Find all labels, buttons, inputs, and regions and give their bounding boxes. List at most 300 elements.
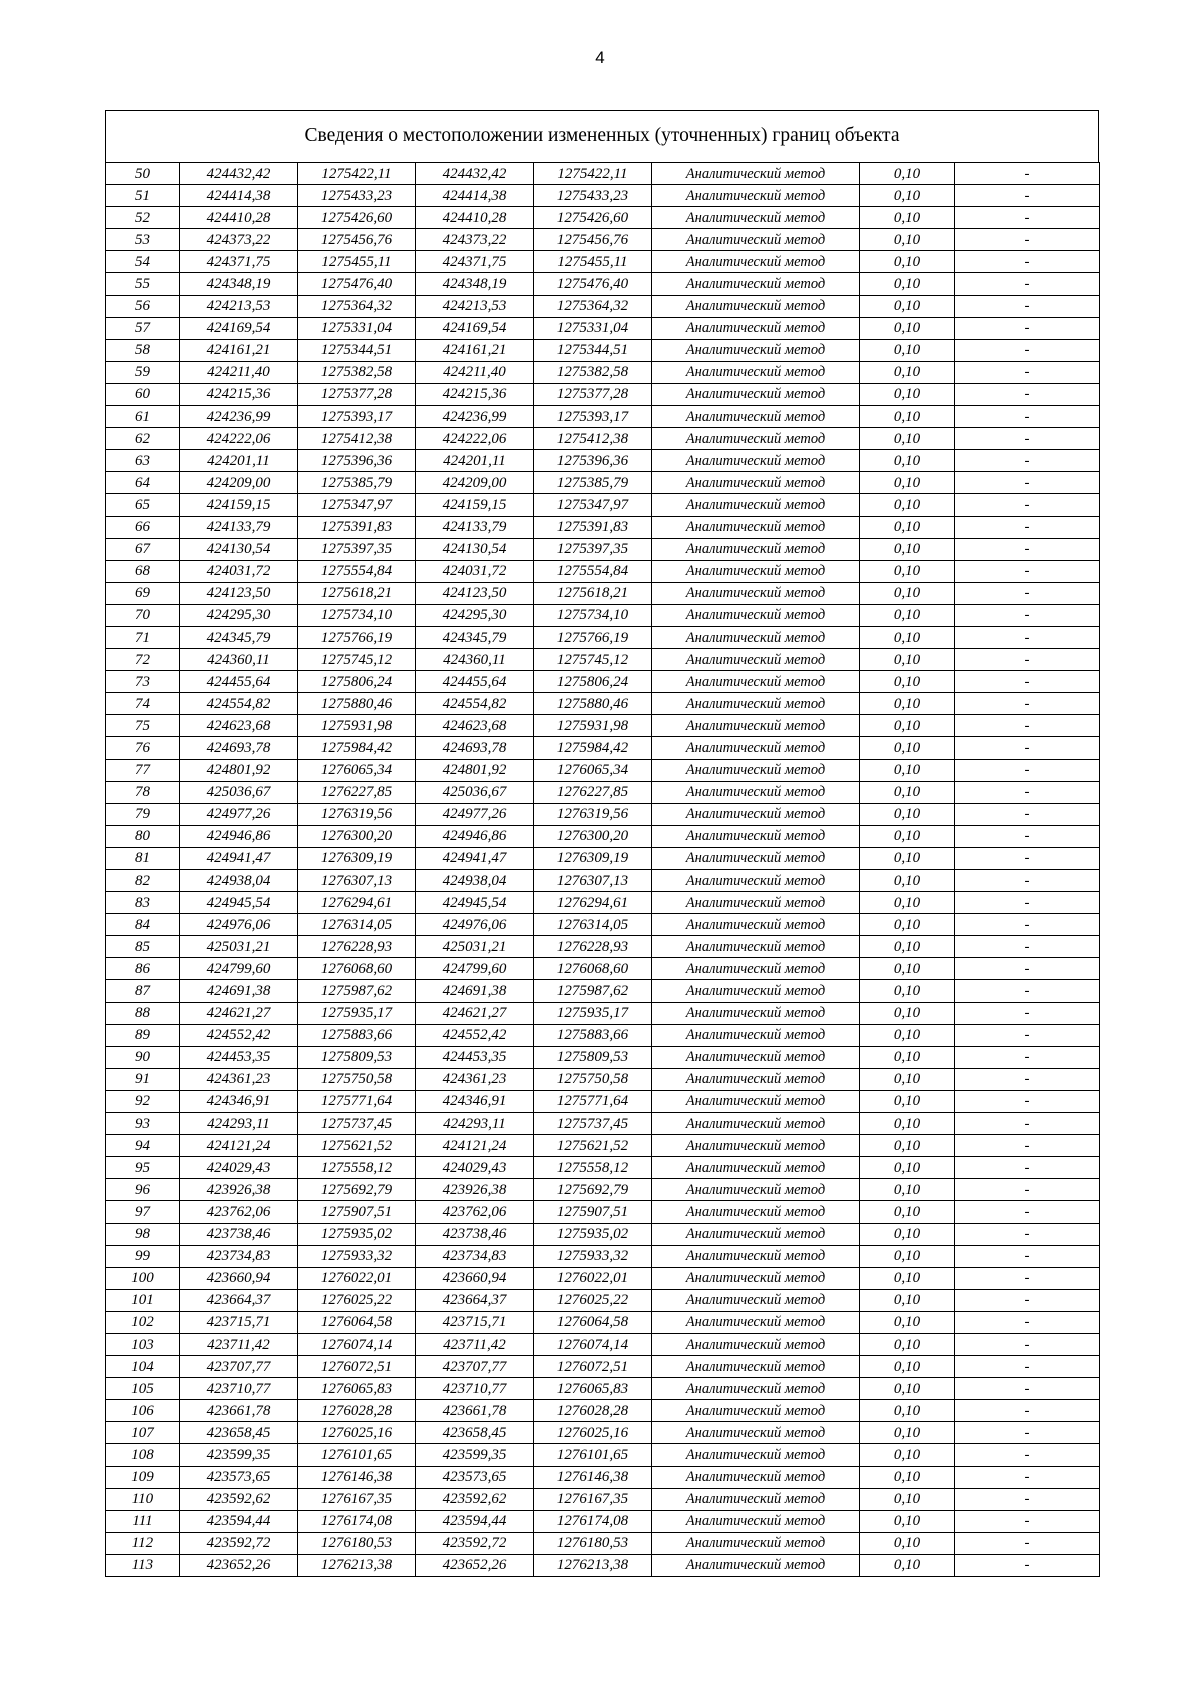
cell-x-existing: 424691,38: [180, 980, 298, 1002]
cell-y-refined: 1275456,76: [534, 229, 652, 251]
cell-y-refined: 1276101,65: [534, 1444, 652, 1466]
cell-y-existing: 1275692,79: [298, 1179, 416, 1201]
cell-accuracy: 0,10: [860, 892, 955, 914]
cell-y-existing: 1275987,62: [298, 980, 416, 1002]
cell-method: Аналитический метод: [652, 847, 860, 869]
cell-accuracy: 0,10: [860, 715, 955, 737]
cell-x-refined: 424211,40: [416, 361, 534, 383]
table-row: [106, 626, 1100, 648]
cell-accuracy: 0,10: [860, 1554, 955, 1576]
table-row: [106, 560, 1100, 582]
cell-description: -: [955, 450, 1100, 472]
table-row: [106, 1400, 1100, 1422]
cell-method: Аналитический метод: [652, 1201, 860, 1223]
cell-x-existing: 425036,67: [180, 781, 298, 803]
cell-description: -: [955, 472, 1100, 494]
table-row: [106, 737, 1100, 759]
cell-x-existing: 424161,21: [180, 339, 298, 361]
cell-method: Аналитический метод: [652, 339, 860, 361]
cell-method: Аналитический метод: [652, 1289, 860, 1311]
cell-y-existing: 1275737,45: [298, 1113, 416, 1135]
table-row: [106, 494, 1100, 516]
cell-point-number: 57: [106, 317, 180, 339]
cell-point-number: 54: [106, 251, 180, 273]
cell-x-existing: 423734,83: [180, 1245, 298, 1267]
cell-accuracy: 0,10: [860, 582, 955, 604]
cell-y-existing: 1275397,35: [298, 538, 416, 560]
cell-point-number: 97: [106, 1201, 180, 1223]
cell-point-number: 101: [106, 1289, 180, 1311]
cell-point-number: 52: [106, 207, 180, 229]
cell-method: Аналитический метод: [652, 1466, 860, 1488]
cell-y-refined: 1275935,02: [534, 1223, 652, 1245]
cell-point-number: 79: [106, 803, 180, 825]
cell-method: Аналитический метод: [652, 1135, 860, 1157]
cell-y-refined: 1275377,28: [534, 383, 652, 405]
cell-point-number: 94: [106, 1135, 180, 1157]
table-row: [106, 163, 1100, 185]
table-row: [106, 1554, 1100, 1576]
cell-y-existing: 1275412,38: [298, 428, 416, 450]
cell-description: -: [955, 1488, 1100, 1510]
table-row: [106, 538, 1100, 560]
cell-point-number: 91: [106, 1068, 180, 1090]
cell-y-existing: 1275745,12: [298, 649, 416, 671]
cell-point-number: 71: [106, 626, 180, 648]
cell-description: -: [955, 1554, 1100, 1576]
cell-y-refined: 1275433,23: [534, 185, 652, 207]
cell-y-refined: 1275931,98: [534, 715, 652, 737]
table-row: [106, 1046, 1100, 1068]
cell-description: -: [955, 825, 1100, 847]
cell-y-existing: 1275456,76: [298, 229, 416, 251]
cell-x-existing: 424029,43: [180, 1157, 298, 1179]
cell-method: Аналитический метод: [652, 207, 860, 229]
table-row: [106, 1179, 1100, 1201]
cell-method: Аналитический метод: [652, 582, 860, 604]
cell-y-refined: 1275382,58: [534, 361, 652, 383]
cell-description: -: [955, 604, 1100, 626]
table-row: [106, 1002, 1100, 1024]
cell-y-existing: 1276146,38: [298, 1466, 416, 1488]
table-row: [106, 693, 1100, 715]
cell-x-refined: 424130,54: [416, 538, 534, 560]
cell-y-refined: 1275364,32: [534, 295, 652, 317]
cell-y-refined: 1275476,40: [534, 273, 652, 295]
cell-accuracy: 0,10: [860, 1090, 955, 1112]
cell-y-existing: 1276213,38: [298, 1554, 416, 1576]
cell-accuracy: 0,10: [860, 781, 955, 803]
cell-x-refined: 424029,43: [416, 1157, 534, 1179]
cell-method: Аналитический метод: [652, 1378, 860, 1400]
cell-y-existing: 1276065,34: [298, 759, 416, 781]
cell-description: -: [955, 317, 1100, 339]
cell-description: -: [955, 1046, 1100, 1068]
cell-y-existing: 1275391,83: [298, 516, 416, 538]
page-number: 4: [595, 48, 605, 67]
cell-x-refined: 424432,42: [416, 163, 534, 185]
cell-description: -: [955, 1135, 1100, 1157]
cell-y-existing: 1276022,01: [298, 1267, 416, 1289]
cell-point-number: 58: [106, 339, 180, 361]
cell-y-existing: 1275809,53: [298, 1046, 416, 1068]
cell-x-refined: 424201,11: [416, 450, 534, 472]
cell-point-number: 104: [106, 1356, 180, 1378]
cell-point-number: 81: [106, 847, 180, 869]
cell-accuracy: 0,10: [860, 870, 955, 892]
cell-x-existing: 424213,53: [180, 295, 298, 317]
cell-method: Аналитический метод: [652, 317, 860, 339]
cell-y-refined: 1275933,32: [534, 1245, 652, 1267]
cell-point-number: 110: [106, 1488, 180, 1510]
cell-x-refined: 424222,06: [416, 428, 534, 450]
cell-y-refined: 1275385,79: [534, 472, 652, 494]
cell-accuracy: 0,10: [860, 273, 955, 295]
cell-accuracy: 0,10: [860, 1046, 955, 1068]
cell-x-existing: 423926,38: [180, 1179, 298, 1201]
cell-description: -: [955, 1024, 1100, 1046]
table-row: [106, 1289, 1100, 1311]
cell-x-existing: 424410,28: [180, 207, 298, 229]
cell-y-refined: 1275734,10: [534, 604, 652, 626]
cell-method: Аналитический метод: [652, 737, 860, 759]
cell-method: Аналитический метод: [652, 1090, 860, 1112]
table-body: [106, 163, 1100, 1577]
cell-method: Аналитический метод: [652, 1046, 860, 1068]
cell-method: Аналитический метод: [652, 626, 860, 648]
cell-y-existing: 1275984,42: [298, 737, 416, 759]
table-row: [106, 980, 1100, 1002]
cell-point-number: 92: [106, 1090, 180, 1112]
cell-method: Аналитический метод: [652, 1113, 860, 1135]
table-row: [106, 1223, 1100, 1245]
cell-y-refined: 1275618,21: [534, 582, 652, 604]
cell-x-refined: 423711,42: [416, 1333, 534, 1355]
cell-accuracy: 0,10: [860, 538, 955, 560]
cell-y-refined: 1275771,64: [534, 1090, 652, 1112]
cell-point-number: 100: [106, 1267, 180, 1289]
cell-y-existing: 1275931,98: [298, 715, 416, 737]
cell-x-refined: 425031,21: [416, 936, 534, 958]
cell-point-number: 76: [106, 737, 180, 759]
cell-y-existing: 1276319,56: [298, 803, 416, 825]
cell-accuracy: 0,10: [860, 185, 955, 207]
cell-y-existing: 1275393,17: [298, 406, 416, 428]
cell-y-refined: 1275935,17: [534, 1002, 652, 1024]
cell-y-refined: 1276064,58: [534, 1311, 652, 1333]
cell-description: -: [955, 626, 1100, 648]
cell-description: -: [955, 1510, 1100, 1532]
cell-description: -: [955, 1090, 1100, 1112]
cell-y-existing: 1275344,51: [298, 339, 416, 361]
cell-y-existing: 1276072,51: [298, 1356, 416, 1378]
cell-method: Аналитический метод: [652, 1356, 860, 1378]
table-row: [106, 1113, 1100, 1135]
cell-point-number: 83: [106, 892, 180, 914]
cell-method: Аналитический метод: [652, 472, 860, 494]
cell-description: -: [955, 516, 1100, 538]
cell-accuracy: 0,10: [860, 494, 955, 516]
cell-accuracy: 0,10: [860, 1466, 955, 1488]
cell-x-refined: 423734,83: [416, 1245, 534, 1267]
cell-x-existing: 424295,30: [180, 604, 298, 626]
cell-y-existing: 1276167,35: [298, 1488, 416, 1510]
cell-point-number: 61: [106, 406, 180, 428]
cell-x-refined: 424346,91: [416, 1090, 534, 1112]
cell-y-existing: 1276065,83: [298, 1378, 416, 1400]
boundary-coordinates-sheet: [105, 110, 1099, 1577]
cell-y-refined: 1275984,42: [534, 737, 652, 759]
cell-x-refined: 424123,50: [416, 582, 534, 604]
cell-y-existing: 1275364,32: [298, 295, 416, 317]
cell-description: -: [955, 649, 1100, 671]
cell-description: -: [955, 1223, 1100, 1245]
cell-x-refined: 423652,26: [416, 1554, 534, 1576]
cell-point-number: 85: [106, 936, 180, 958]
cell-x-existing: 423762,06: [180, 1201, 298, 1223]
cell-y-existing: 1276309,19: [298, 847, 416, 869]
cell-accuracy: 0,10: [860, 936, 955, 958]
table-row: [106, 825, 1100, 847]
cell-accuracy: 0,10: [860, 383, 955, 405]
cell-method: Аналитический метод: [652, 406, 860, 428]
cell-x-existing: 424945,54: [180, 892, 298, 914]
cell-x-refined: 424801,92: [416, 759, 534, 781]
cell-y-refined: 1276314,05: [534, 914, 652, 936]
cell-description: -: [955, 163, 1100, 185]
cell-x-refined: 424371,75: [416, 251, 534, 273]
cell-y-refined: 1275809,53: [534, 1046, 652, 1068]
cell-y-existing: 1276028,28: [298, 1400, 416, 1422]
cell-method: Аналитический метод: [652, 892, 860, 914]
cell-description: -: [955, 428, 1100, 450]
cell-y-refined: 1276167,35: [534, 1488, 652, 1510]
cell-accuracy: 0,10: [860, 1422, 955, 1444]
cell-y-refined: 1276025,22: [534, 1289, 652, 1311]
table-row: [106, 339, 1100, 361]
cell-point-number: 56: [106, 295, 180, 317]
cell-description: -: [955, 958, 1100, 980]
cell-x-refined: 424977,26: [416, 803, 534, 825]
table-row: [106, 516, 1100, 538]
cell-description: -: [955, 693, 1100, 715]
cell-y-refined: 1276227,85: [534, 781, 652, 803]
cell-description: -: [955, 803, 1100, 825]
cell-description: -: [955, 1267, 1100, 1289]
cell-y-refined: 1276072,51: [534, 1356, 652, 1378]
cell-x-existing: 424201,11: [180, 450, 298, 472]
cell-description: -: [955, 936, 1100, 958]
cell-description: -: [955, 1444, 1100, 1466]
cell-y-existing: 1275750,58: [298, 1068, 416, 1090]
cell-accuracy: 0,10: [860, 1223, 955, 1245]
cell-y-existing: 1275766,19: [298, 626, 416, 648]
cell-y-existing: 1276025,16: [298, 1422, 416, 1444]
cell-x-refined: 423661,78: [416, 1400, 534, 1422]
cell-y-existing: 1275331,04: [298, 317, 416, 339]
cell-x-refined: 424215,36: [416, 383, 534, 405]
cell-method: Аналитический метод: [652, 936, 860, 958]
cell-x-refined: 424938,04: [416, 870, 534, 892]
cell-accuracy: 0,10: [860, 251, 955, 273]
cell-x-refined: 424552,42: [416, 1024, 534, 1046]
cell-description: -: [955, 759, 1100, 781]
cell-description: -: [955, 1400, 1100, 1422]
cell-x-refined: 424133,79: [416, 516, 534, 538]
table-row: [106, 936, 1100, 958]
cell-x-refined: 424945,54: [416, 892, 534, 914]
table-row: [106, 1488, 1100, 1510]
table-row: [106, 229, 1100, 251]
table-row: [106, 1311, 1100, 1333]
cell-accuracy: 0,10: [860, 295, 955, 317]
cell-x-refined: 424209,00: [416, 472, 534, 494]
cell-point-number: 109: [106, 1466, 180, 1488]
cell-x-existing: 424554,82: [180, 693, 298, 715]
cell-y-refined: 1275347,97: [534, 494, 652, 516]
cell-x-refined: 424031,72: [416, 560, 534, 582]
cell-method: Аналитический метод: [652, 1179, 860, 1201]
table-row: [106, 914, 1100, 936]
cell-accuracy: 0,10: [860, 1510, 955, 1532]
cell-method: Аналитический метод: [652, 185, 860, 207]
cell-x-existing: 424941,47: [180, 847, 298, 869]
cell-description: -: [955, 892, 1100, 914]
cell-x-refined: 423660,94: [416, 1267, 534, 1289]
cell-point-number: 77: [106, 759, 180, 781]
cell-point-number: 106: [106, 1400, 180, 1422]
cell-y-refined: 1276025,16: [534, 1422, 652, 1444]
table-row: [106, 1135, 1100, 1157]
cell-y-existing: 1275771,64: [298, 1090, 416, 1112]
cell-accuracy: 0,10: [860, 626, 955, 648]
table-row: [106, 1201, 1100, 1223]
cell-description: -: [955, 560, 1100, 582]
cell-description: -: [955, 870, 1100, 892]
cell-accuracy: 0,10: [860, 958, 955, 980]
cell-description: -: [955, 1466, 1100, 1488]
cell-method: Аналитический метод: [652, 1333, 860, 1355]
table-row: [106, 1267, 1100, 1289]
cell-y-refined: 1276309,19: [534, 847, 652, 869]
cell-x-existing: 424977,26: [180, 803, 298, 825]
cell-description: -: [955, 582, 1100, 604]
cell-description: -: [955, 251, 1100, 273]
cell-method: Аналитический метод: [652, 604, 860, 626]
cell-accuracy: 0,10: [860, 1444, 955, 1466]
cell-y-existing: 1276227,85: [298, 781, 416, 803]
cell-accuracy: 0,10: [860, 560, 955, 582]
cell-y-refined: 1275412,38: [534, 428, 652, 450]
cell-y-refined: 1275391,83: [534, 516, 652, 538]
cell-description: -: [955, 914, 1100, 936]
cell-x-refined: 424213,53: [416, 295, 534, 317]
table-row: [106, 472, 1100, 494]
coordinates-table: [105, 162, 1100, 1577]
cell-accuracy: 0,10: [860, 406, 955, 428]
cell-x-refined: 423658,45: [416, 1422, 534, 1444]
cell-y-existing: 1275455,11: [298, 251, 416, 273]
cell-y-existing: 1276074,14: [298, 1333, 416, 1355]
cell-method: Аналитический метод: [652, 649, 860, 671]
cell-point-number: 67: [106, 538, 180, 560]
cell-y-existing: 1275621,52: [298, 1135, 416, 1157]
cell-y-existing: 1276314,05: [298, 914, 416, 936]
cell-x-existing: 424455,64: [180, 671, 298, 693]
table-row: [106, 781, 1100, 803]
cell-x-refined: 423664,37: [416, 1289, 534, 1311]
cell-point-number: 113: [106, 1554, 180, 1576]
cell-method: Аналитический метод: [652, 1311, 860, 1333]
table-row: [106, 295, 1100, 317]
cell-x-refined: 424236,99: [416, 406, 534, 428]
cell-point-number: 51: [106, 185, 180, 207]
cell-y-existing: 1275396,36: [298, 450, 416, 472]
cell-x-existing: 424236,99: [180, 406, 298, 428]
cell-method: Аналитический метод: [652, 273, 860, 295]
cell-y-refined: 1275393,17: [534, 406, 652, 428]
cell-point-number: 74: [106, 693, 180, 715]
cell-y-existing: 1276064,58: [298, 1311, 416, 1333]
cell-y-existing: 1275935,17: [298, 1002, 416, 1024]
cell-method: Аналитический метод: [652, 295, 860, 317]
cell-accuracy: 0,10: [860, 759, 955, 781]
table-row: [106, 1422, 1100, 1444]
cell-description: -: [955, 1422, 1100, 1444]
cell-y-existing: 1276300,20: [298, 825, 416, 847]
cell-x-existing: 423592,62: [180, 1488, 298, 1510]
cell-y-refined: 1275750,58: [534, 1068, 652, 1090]
cell-point-number: 63: [106, 450, 180, 472]
table-row: [106, 1356, 1100, 1378]
cell-description: -: [955, 361, 1100, 383]
cell-y-refined: 1276300,20: [534, 825, 652, 847]
cell-x-refined: 423594,44: [416, 1510, 534, 1532]
cell-accuracy: 0,10: [860, 1267, 955, 1289]
cell-x-refined: 424455,64: [416, 671, 534, 693]
cell-method: Аналитический метод: [652, 428, 860, 450]
table-row: [106, 892, 1100, 914]
cell-description: -: [955, 1002, 1100, 1024]
cell-method: Аналитический метод: [652, 693, 860, 715]
cell-x-existing: 424211,40: [180, 361, 298, 383]
cell-accuracy: 0,10: [860, 737, 955, 759]
cell-point-number: 65: [106, 494, 180, 516]
cell-y-existing: 1276294,61: [298, 892, 416, 914]
cell-method: Аналитический метод: [652, 251, 860, 273]
cell-point-number: 105: [106, 1378, 180, 1400]
table-row: [106, 671, 1100, 693]
cell-y-existing: 1275433,23: [298, 185, 416, 207]
cell-y-existing: 1276068,60: [298, 958, 416, 980]
cell-point-number: 72: [106, 649, 180, 671]
cell-accuracy: 0,10: [860, 472, 955, 494]
cell-accuracy: 0,10: [860, 980, 955, 1002]
cell-x-existing: 424130,54: [180, 538, 298, 560]
table-row: [106, 450, 1100, 472]
cell-y-refined: 1276146,38: [534, 1466, 652, 1488]
cell-point-number: 90: [106, 1046, 180, 1068]
cell-accuracy: 0,10: [860, 825, 955, 847]
cell-x-refined: 425036,67: [416, 781, 534, 803]
cell-description: -: [955, 207, 1100, 229]
cell-description: -: [955, 715, 1100, 737]
table-row: [106, 649, 1100, 671]
table-row: [106, 1090, 1100, 1112]
cell-x-existing: 424169,54: [180, 317, 298, 339]
cell-y-refined: 1275426,60: [534, 207, 652, 229]
cell-y-refined: 1275397,35: [534, 538, 652, 560]
